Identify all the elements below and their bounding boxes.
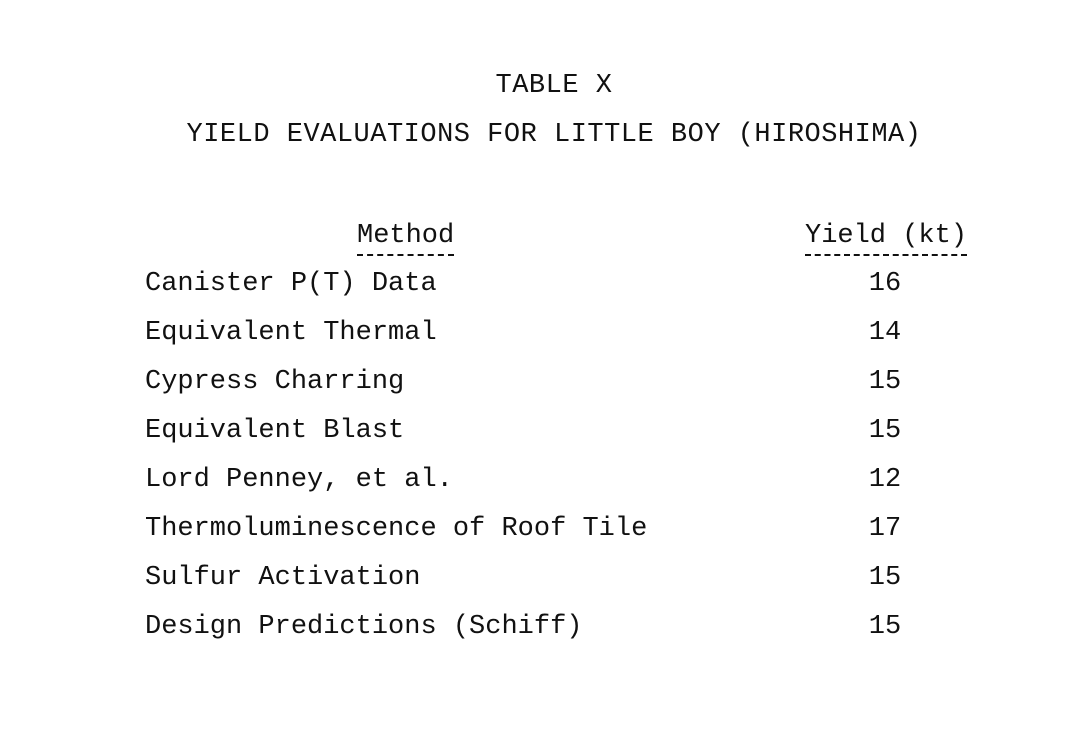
table-row (0, 460, 1071, 509)
table-row (0, 313, 1071, 362)
table-row (0, 509, 1071, 558)
table-row (0, 411, 1071, 460)
table-number: TABLE X (495, 71, 613, 101)
yield-cell: 12 (868, 465, 902, 495)
yield-cell: 14 (868, 318, 902, 348)
table-title: YIELD EVALUATIONS FOR LITTLE BOY (HIROSHIMA) (186, 120, 922, 150)
method-cell: Cypress Charring (145, 367, 405, 397)
yield-cell: 15 (868, 563, 902, 593)
method-cell: Lord Penney, et al. (145, 465, 453, 495)
yield-cell: 16 (868, 269, 902, 299)
method-cell: Sulfur Activation (145, 563, 421, 593)
method-cell: Thermoluminescence of Roof Tile (145, 514, 648, 544)
column-header-yield: Yield (kt) (805, 220, 967, 256)
table-row (0, 558, 1071, 607)
table-row (0, 264, 1071, 313)
method-cell: Equivalent Thermal (145, 318, 437, 348)
yield-cell: 15 (868, 612, 902, 642)
yield-table-body (0, 264, 1071, 656)
method-cell: Canister P(T) Data (145, 269, 437, 299)
table-row (0, 362, 1071, 411)
column-header-method: Method (357, 220, 454, 256)
yield-cell: 15 (868, 416, 902, 446)
method-cell: Design Predictions (Schiff) (145, 612, 583, 642)
table-row (0, 607, 1071, 656)
yield-cell: 17 (868, 514, 902, 544)
method-cell: Equivalent Blast (145, 416, 405, 446)
yield-cell: 15 (868, 367, 902, 397)
